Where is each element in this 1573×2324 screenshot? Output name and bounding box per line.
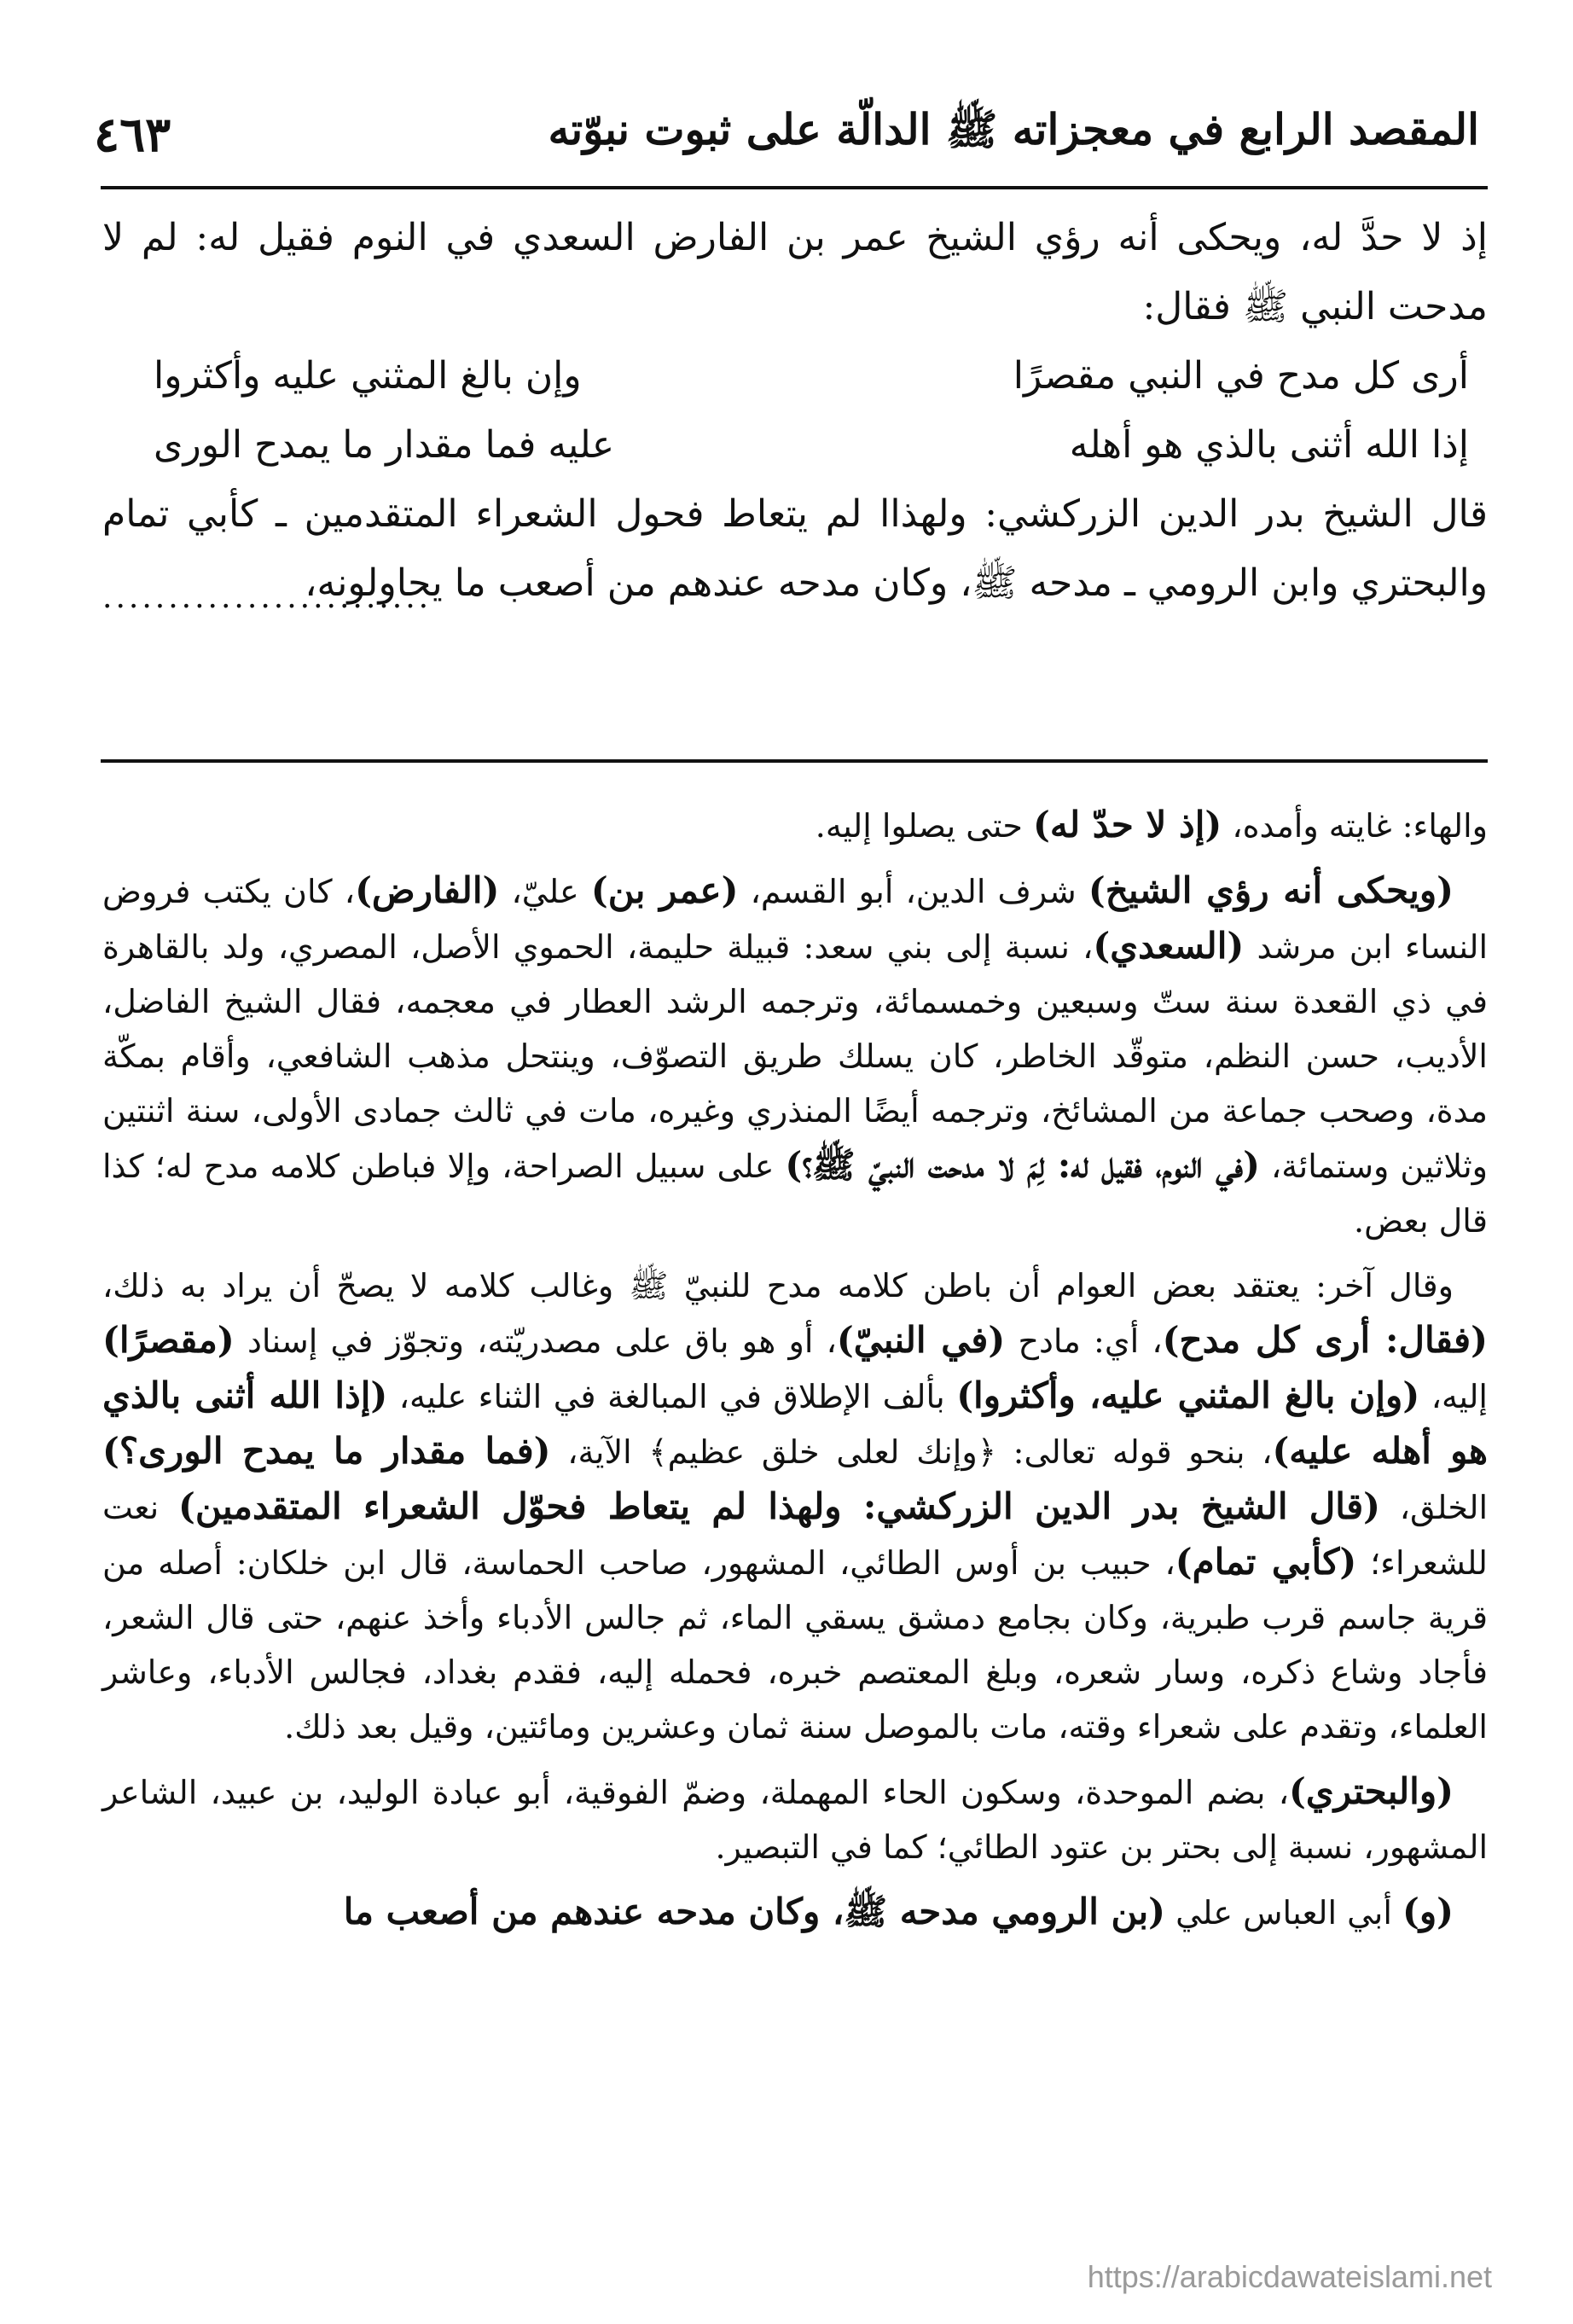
main-text — [102, 203, 1488, 613]
running-header — [94, 101, 1479, 169]
poem-verse-2 — [154, 410, 1469, 479]
commentary-3-text-m: الخلق، — [1380, 1489, 1488, 1526]
commentary-2-quote-c: (عمر بن) — [590, 869, 739, 911]
commentary-3-quote-d: (في النبيّ) — [836, 1319, 1006, 1361]
commentary-3-quote-b: (فقال: أرى كل مدح) — [1162, 1319, 1488, 1361]
commentary-2-quote-g: (السعدي) — [1093, 925, 1245, 967]
commentary-3-text-i: بألف الإطلاق في المبالغة في الثناء عليه، — [387, 1378, 957, 1415]
commentary-4-text-b: ، بضم الموحدة، وسكون الحاء المهملة، وضمّ الفوقية، أبو عبادة الوليد، بن عبيد، الشاعر المشهور، نسبة إلى بحتر بن عتود الطائي؛ كما في التبصير. — [102, 1774, 1488, 1866]
verse-2-first-hemistich: إذا الله أثنى بالذي هو أهله — [1069, 423, 1469, 467]
commentary-3-text-q: ، حبيب بن أوس الطائي، المشهور، صاحب الحماسة، قال ابن خلكان: أصله من قرية جاسم قرب طبرية، وكان بجامع دمشق يسقي الماء، ثم جالس الأدباء وأخذ عنهم، حتى قال الشعر، فأجاد وشاع ذكره، وسار شعره، وبلغ المعتصم خبره، فحمله إليه، فقدم بغداد، فجالس الأدباء، وعاشر العلماء، وتقدم على شعراء وقته، مات بالموصل سنة ثمان وعشرين ومائتين، وقيل بعد ذلك. — [102, 1544, 1488, 1746]
poem-verse-1 — [154, 341, 1469, 410]
commentary-3-text-e: ، أو هو باق على مصدريّته، وتجوّز في إسناد — [234, 1322, 837, 1360]
verse-2-second-hemistich: عليه فما مقدار ما يمدح الورى — [154, 423, 615, 467]
verse-1-second-hemistich: وإن بالغ المثني عليه وأكثروا — [154, 354, 582, 398]
chapter-title: المقصد الرابع في معجزاته ﷺ الدالّة على ثبوت نبوّته — [548, 104, 1479, 154]
commentary-3-text-o: نعت للشعراء؛ — [102, 1489, 1488, 1582]
commentary-2-text-f: ، كان يكتب فروض النساء ابن مرشد — [102, 873, 1489, 966]
commentary-4-quote-a: (والبحتري) — [1289, 1770, 1454, 1812]
commentary-2-text-h: ، نسبة إلى بني سعد: قبيلة حليمة، الحموي الأصل، المصري، ولد بالقاهرة في ذي القعدة سنة ستّ وسبعين وخمسمائة، وترجمه الرشد العطار في معجمه، فقال الشيخ الفاضل، الأديب، حسن النظم، متوقّد الخاطر، كان يسلك طريق التصوّف، وينتحل مذهب الشافعي، وأقام بمكّة مدة، وصحب جماعة من المشائخ، وترجمه أيضًا المنذري وغيره، مات في ثالث جمادى الأولى، سنة اثنتين وثلاثين وستمائة، — [102, 928, 1489, 1185]
commentary-2-quote-e: (الفارض) — [355, 869, 500, 911]
commentary-5-quote-a: (و) — [1402, 1891, 1454, 1932]
commentary-1-text-c: حتى يصلوا إليه. — [815, 807, 1033, 845]
commentary-3-text-a: وقال آخر: يعتقد بعض العوام أن باطن كلامه مدح للنبيّ ﷺ وغالب كلامه لا يصحّ أن يراد به ذلك، — [102, 1267, 1454, 1304]
source-watermark: https://arabicdawateislami.net — [1087, 2259, 1492, 2294]
commentary-3-quote-n: (قال الشيخ بدر الدين الزركشي: ولهذا لم يتعاط فحوّل الشعراء المتقدمين) — [177, 1485, 1381, 1527]
commentary-3-text-c: ، أي: مادح — [1005, 1322, 1163, 1360]
header-divider — [101, 186, 1488, 189]
commentary-3-quote-p: (كأبي تمام) — [1175, 1541, 1357, 1583]
commentary-3-quote-l: (فما مقدار ما يمدح الورى؟) — [102, 1430, 551, 1472]
commentary-paragraph-5 — [102, 1885, 1488, 1940]
commentary-1-text-a: والهاء: غايته وأمده، — [1222, 807, 1488, 845]
commentary-5-quote-c: (بن الرومي مدحه ﷺ، وكان مدحه عندهم من أصعب ما — [343, 1891, 1166, 1932]
commentary-2-text-d: عليّ، — [499, 873, 591, 910]
commentary-5-text-b: أبي العباس علي — [1165, 1894, 1402, 1932]
commentary-2-quote-a: (ويحكى أنه رؤي الشيخ) — [1088, 869, 1454, 911]
continuation-dots: ......................... — [102, 580, 432, 615]
commentary-2-quote-i: (في النوم، فقيل له: لِمَ لا مدحت النبيّ ﷺ؟) — [785, 1144, 1260, 1186]
commentary-paragraph-4 — [102, 1764, 1488, 1874]
commentary-3-quote-f: (مقصرًا) — [102, 1319, 235, 1361]
commentary-divider — [101, 759, 1488, 763]
commentary-text — [102, 798, 1488, 1950]
main-paragraph-1: إذ لا حدَّ له، ويحكى أنه رؤي الشيخ عمر بن الفارض السعدي في النوم فقيل له: لم لا مدحت النبي ﷺ فقال: — [102, 216, 1488, 328]
commentary-1-quote: (إذ لا حدّ له) — [1032, 804, 1222, 845]
commentary-3-quote-j: (إذا الله أثنى بالذي هو أهله عليه) — [102, 1374, 1488, 1472]
commentary-2-text-j: على سبيل الصراحة، وإلا فباطن كلامه مدح له؛ كذا قال بعض. — [102, 1147, 1488, 1240]
commentary-3-quote-h: (وإن بالغ المثني عليه، وأكثروا) — [956, 1374, 1420, 1416]
page-number: ٤٦٣ — [94, 107, 171, 163]
commentary-paragraph-1 — [102, 798, 1488, 853]
commentary-paragraph-2 — [102, 863, 1488, 1248]
commentary-paragraph-3 — [102, 1258, 1488, 1754]
commentary-3-text-g: إليه، — [1419, 1378, 1488, 1415]
commentary-3-text-k: ، بنحو قوله تعالى: ﴿وإنك لعلى خلق عظيم﴾ الآية، — [550, 1433, 1273, 1471]
main-paragraph-2-text: قال الشيخ بدر الدين الزركشي: ولهذاا لم يتعاط فحول الشعراء المتقدمين ـ كأبي تمام والبحتري وابن الرومي ـ مدحه ﷺ، وكان مدحه عندهم من أصعب ما يحاولونه، — [102, 492, 1488, 605]
verse-1-first-hemistich: أرى كل مدح في النبي مقصرًا — [1013, 354, 1469, 398]
commentary-2-text-b: شرف الدين، أبو القسم، — [738, 873, 1088, 910]
